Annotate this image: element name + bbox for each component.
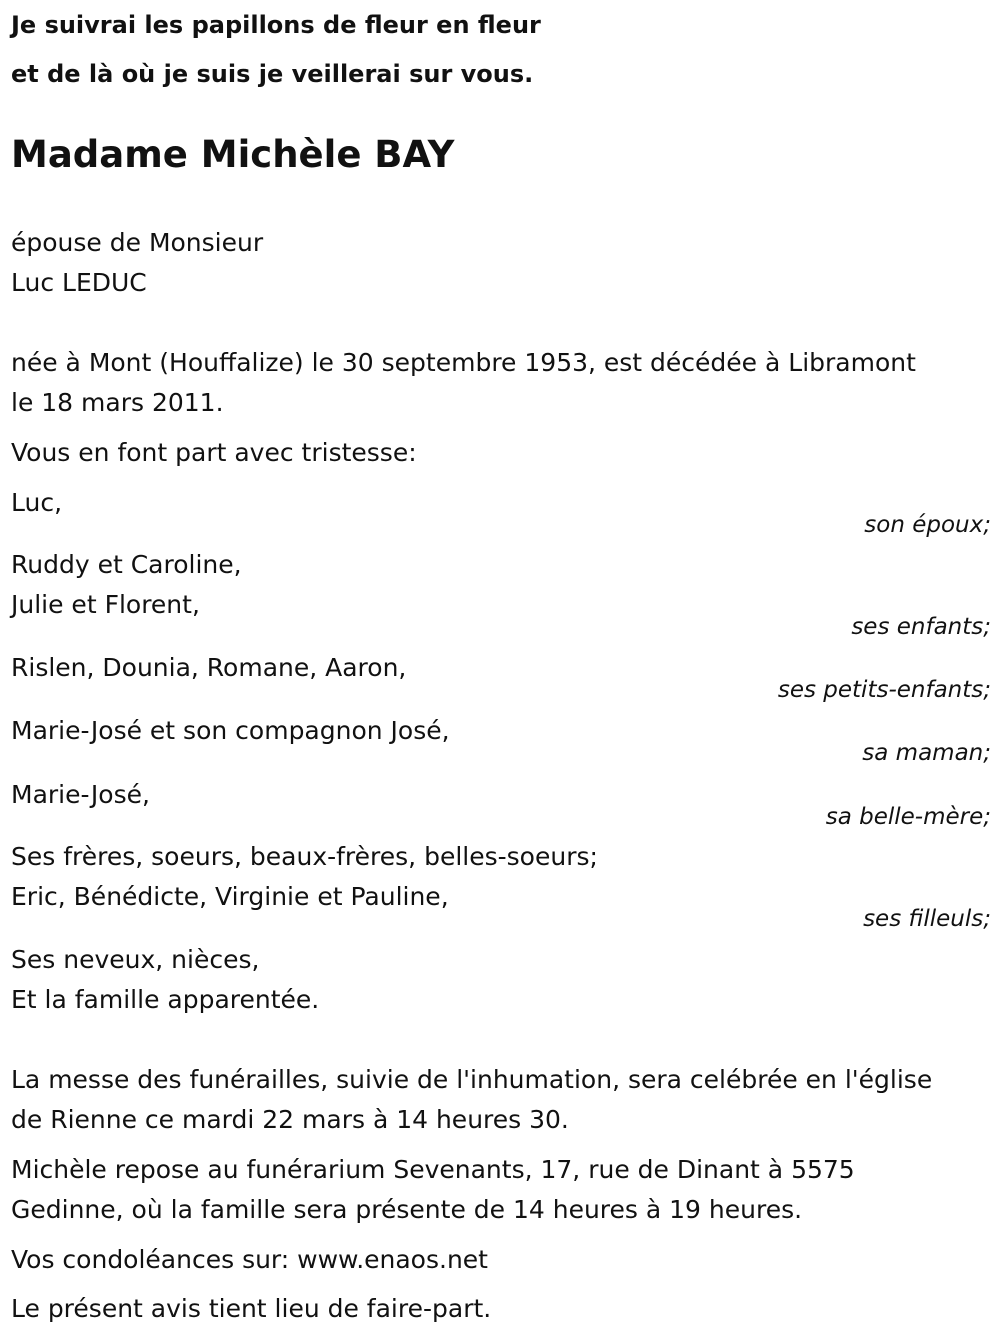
epigraph-line-2: et de là où je suis je veillerai sur vous. bbox=[11, 60, 534, 88]
birth-death-line-2: le 18 mars 2011. bbox=[11, 388, 224, 417]
mass-line-2: de Rienne ce mardi 22 mars à 14 heures 30. bbox=[11, 1105, 569, 1134]
closing-line-2: Et la famille apparentée. bbox=[11, 985, 320, 1014]
family-name-line: Marie-José et son compagnon José, bbox=[11, 716, 450, 745]
spouse-line-1: épouse de Monsieur bbox=[11, 228, 264, 257]
repose-line-2: Gedinne, où la famille sera présente de 14 heures à 19 heures. bbox=[11, 1195, 803, 1224]
relation-label: sa maman; bbox=[862, 740, 991, 766]
family-name-line: Luc, bbox=[11, 488, 63, 517]
family-name-line: Ses frères, soeurs, beaux-frères, belles-soeurs; bbox=[11, 842, 598, 871]
mass-line-1: La messe des funérailles, suivie de l'inhumation, sera celébrée en l'église bbox=[11, 1065, 933, 1094]
deceased-name: Madame Michèle BAY bbox=[11, 133, 455, 176]
announcement-intro: Vous en font part avec tristesse: bbox=[11, 438, 417, 467]
closing-line-1: Ses neveux, nièces, bbox=[11, 945, 260, 974]
relation-label: son époux; bbox=[864, 512, 991, 538]
relation-label: sa belle-mère; bbox=[825, 804, 991, 830]
family-name-line: Eric, Bénédicte, Virginie et Pauline, bbox=[11, 882, 449, 911]
family-name-line: Marie-José, bbox=[11, 780, 150, 809]
family-name-line: Julie et Florent, bbox=[11, 590, 200, 619]
condolences-line: Vos condoléances sur: www.enaos.net bbox=[11, 1245, 488, 1274]
notice-line: Le présent avis tient lieu de faire-part. bbox=[11, 1294, 492, 1323]
obituary-notice bbox=[11, 0, 991, 1344]
birth-death-line-1: née à Mont (Houffalize) le 30 septembre 1953, est décédée à Libramont bbox=[11, 348, 916, 377]
repose-line-1: Michèle repose au funérarium Sevenants, 17, rue de Dinant à 5575 bbox=[11, 1155, 855, 1184]
spouse-line-2: Luc LEDUC bbox=[11, 268, 147, 297]
family-name-line: Ruddy et Caroline, bbox=[11, 550, 242, 579]
epigraph-line-1: Je suivrai les papillons de fleur en fleur bbox=[11, 11, 541, 39]
family-name-line: Rislen, Dounia, Romane, Aaron, bbox=[11, 653, 407, 682]
relation-label: ses petits-enfants; bbox=[777, 677, 991, 703]
relation-label: ses filleuls; bbox=[863, 906, 991, 932]
relation-label: ses enfants; bbox=[851, 614, 991, 640]
